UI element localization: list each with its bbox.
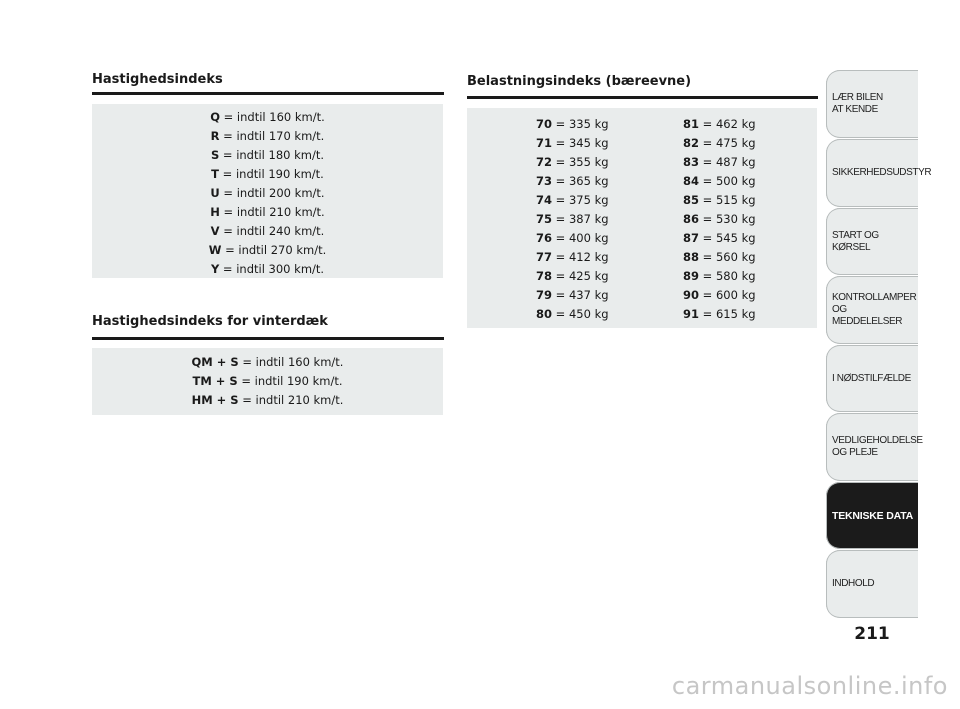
speed-index-row: Q = indtil 160 km/t. <box>210 110 325 124</box>
load-index-panel <box>467 108 817 328</box>
load-index-row: 75 = 387 kg <box>536 212 609 226</box>
winter-index-row: QM + S = indtil 160 km/t. <box>191 355 344 369</box>
load-index-title: Belastningsindeks (bæreevne) <box>467 74 692 89</box>
load-index-column-left <box>536 115 609 324</box>
speed-index-row: H = indtil 210 km/t. <box>210 205 325 219</box>
sidebar-tab-i-nodstilfaelde[interactable]: I NØDSTILFÆLDE <box>826 345 918 412</box>
speed-index-row: R = indtil 170 km/t. <box>210 129 325 143</box>
sidebar-tab-indhold[interactable]: INDHOLD <box>826 550 918 618</box>
speed-index-row: W = indtil 270 km/t. <box>208 243 327 257</box>
load-index-row: 70 = 335 kg <box>536 117 609 131</box>
speed-index-row: V = indtil 240 km/t. <box>210 224 325 238</box>
load-index-row: 90 = 600 kg <box>683 288 756 302</box>
page-number: 211 <box>854 624 890 644</box>
speed-index-row: T = indtil 190 km/t. <box>211 167 324 181</box>
load-index-row: 76 = 400 kg <box>536 231 609 245</box>
speed-index-list <box>92 108 443 279</box>
load-index-row: 89 = 580 kg <box>683 269 756 283</box>
load-index-row: 71 = 345 kg <box>536 136 609 150</box>
winter-index-title: Hastighedsindeks for vinterdæk <box>92 314 328 329</box>
load-index-row: 80 = 450 kg <box>536 307 609 321</box>
sidebar-tab-vedligeholdelse[interactable]: VEDLIGEHOLDELSE OG PLEJE <box>826 413 918 481</box>
load-index-row: 84 = 500 kg <box>683 174 756 188</box>
load-index-row: 78 = 425 kg <box>536 269 609 283</box>
watermark: carmanualsonline.info <box>671 672 948 700</box>
load-index-row: 79 = 437 kg <box>536 288 609 302</box>
winter-index-panel <box>92 348 443 415</box>
speed-index-row: S = indtil 180 km/t. <box>210 148 325 162</box>
winter-index-rule <box>92 337 444 340</box>
load-index-row: 85 = 515 kg <box>683 193 756 207</box>
speed-index-rule <box>92 92 444 95</box>
load-index-row: 81 = 462 kg <box>683 117 756 131</box>
speed-index-title: Hastighedsindeks <box>92 72 223 87</box>
load-index-row: 77 = 412 kg <box>536 250 609 264</box>
load-index-column-right <box>683 115 756 324</box>
winter-index-row: TM + S = indtil 190 km/t. <box>192 374 343 388</box>
load-index-row: 86 = 530 kg <box>683 212 756 226</box>
sidebar-tab-laer-bilen-at-kende[interactable]: LÆR BILEN AT KENDE <box>826 70 918 138</box>
winter-index-list <box>92 353 443 410</box>
speed-index-row: U = indtil 200 km/t. <box>210 186 325 200</box>
load-index-row: 88 = 560 kg <box>683 250 756 264</box>
load-index-row: 83 = 487 kg <box>683 155 756 169</box>
load-index-row: 87 = 545 kg <box>683 231 756 245</box>
load-index-row: 91 = 615 kg <box>683 307 756 321</box>
load-index-row: 72 = 355 kg <box>536 155 609 169</box>
load-index-row: 73 = 365 kg <box>536 174 609 188</box>
sidebar-tab-sikkerhedsudstyr[interactable]: SIKKERHEDSUDSTYR <box>826 139 918 207</box>
sidebar-tab-kontrollamper[interactable]: KONTROLLAMPER OG MEDDELELSER <box>826 276 918 344</box>
speed-index-panel <box>92 104 443 278</box>
load-index-rule <box>467 96 818 99</box>
speed-index-row: Y = indtil 300 km/t. <box>210 262 325 276</box>
load-index-row: 74 = 375 kg <box>536 193 609 207</box>
load-index-row: 82 = 475 kg <box>683 136 756 150</box>
sidebar-tab-start-og-korsel[interactable]: START OG KØRSEL <box>826 208 918 275</box>
winter-index-row: HM + S = indtil 210 km/t. <box>191 393 344 407</box>
sidebar-tab-tekniske-data[interactable]: TEKNISKE DATA <box>826 482 918 549</box>
